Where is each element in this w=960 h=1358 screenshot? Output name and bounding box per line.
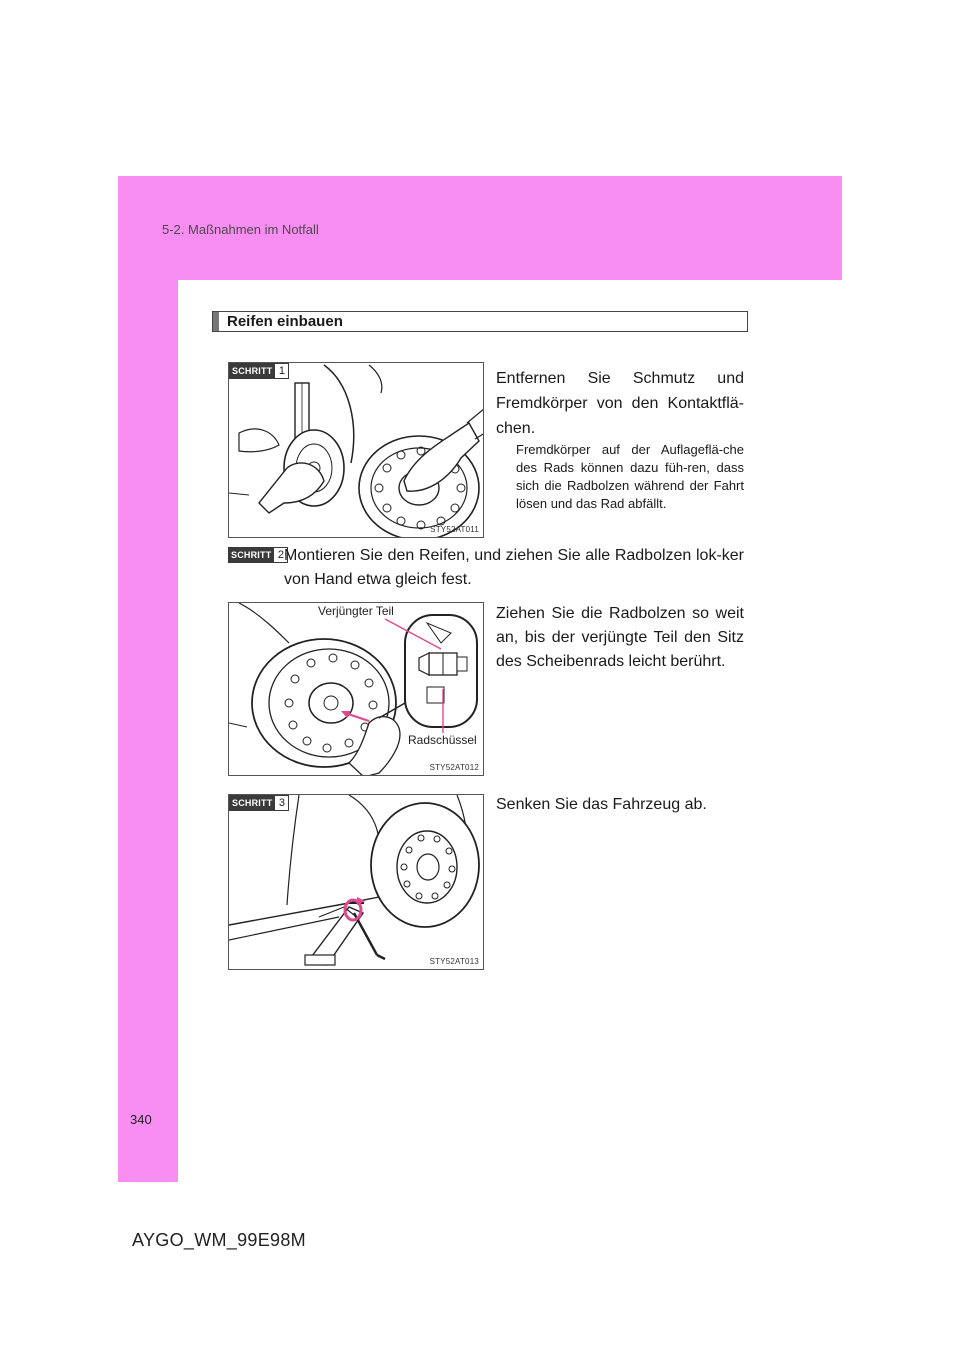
step-word: SCHRITT: [229, 363, 275, 379]
step-3-text: Senken Sie das Fahrzeug ab.: [496, 796, 707, 813]
document-code: AYGO_WM_99E98M: [132, 1230, 306, 1250]
step-badge-2: [228, 547, 288, 563]
lower-vehicle-illustration: [229, 795, 484, 970]
step-badge-1: [229, 363, 289, 379]
step-1-note: Fremdkörper auf der Auflageflä-che des Rads können dazu füh-ren, dass sich die Radbolzen während der Fahrt lösen und das Rad abfällt.: [516, 442, 744, 511]
step-word: SCHRITT: [228, 547, 274, 563]
side-band: [118, 280, 178, 1182]
step-1-text: Entfernen Sie Schmutz und Fremdkörper von den Kontaktflä-chen.: [496, 370, 744, 437]
callout-wheel-disc: Radschüssel: [408, 733, 477, 747]
step-word: SCHRITT: [229, 795, 275, 811]
step-2-text: Montieren Sie den Reifen, und ziehen Sie alle Radbolzen lok-ker von Hand etwa gleich fest.: [284, 547, 744, 588]
callout-tapered-part: Verjüngter Teil: [318, 604, 394, 618]
figure-step-2: [228, 602, 484, 776]
step-number: 3: [275, 795, 289, 811]
section-title-marker: [213, 312, 219, 331]
wheel-nut-illustration: [229, 603, 484, 776]
figure-code-2: STY52AT012: [429, 763, 479, 772]
section-label: 5-2. Maßnahmen im Notfall: [162, 222, 319, 237]
step-number: 1: [275, 363, 289, 379]
page-number: 340: [130, 1112, 152, 1127]
figure-code-3: STY52AT013: [429, 957, 479, 966]
figure-code-1: STY52AT011: [430, 525, 479, 534]
step-2-detail: Ziehen Sie die Radbolzen so weit an, bis der verjüngte Teil den Sitz des Scheibenrads leicht berührt.: [496, 605, 744, 670]
figure-step-3: [228, 794, 484, 970]
section-title: Reifen einbauen: [227, 313, 343, 330]
section-title-box: [212, 311, 748, 332]
figure-step-1: [228, 362, 484, 538]
step-badge-3: [229, 795, 289, 811]
wheel-cleaning-illustration: [229, 363, 484, 538]
step-number: 2: [274, 547, 288, 563]
